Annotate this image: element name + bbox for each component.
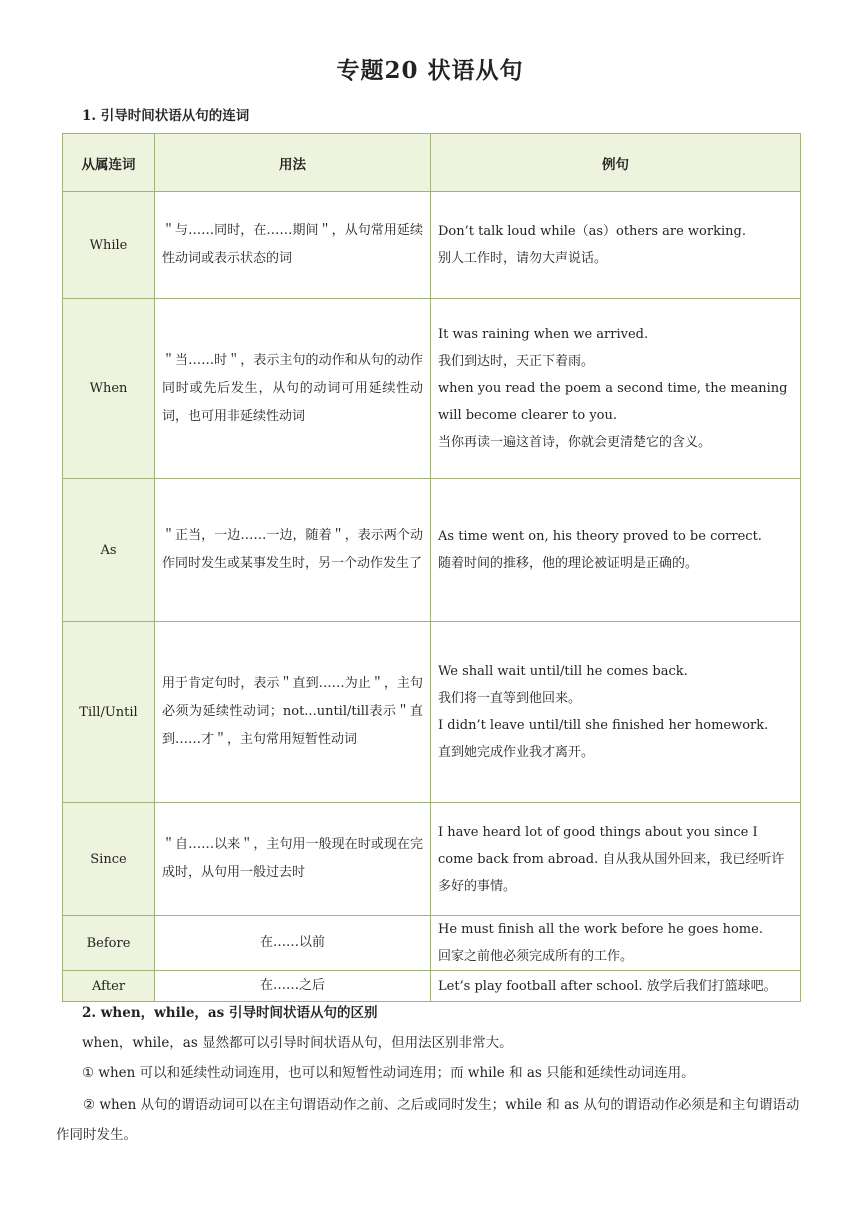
conjunction-cell: As	[63, 479, 155, 622]
usage-cell: 在……以前	[155, 916, 431, 971]
section-2-heading: 2. when，while，as 引导时间状语从句的区别	[82, 1005, 378, 1021]
usage-cell: 在……之后	[155, 971, 431, 1002]
example-line: 回家之前他必须完成所有的工作。	[438, 949, 634, 964]
section-1-heading: 1. 引导时间状语从句的连词	[82, 108, 250, 124]
conjunction-cell: After	[63, 971, 155, 1002]
table-row	[63, 299, 801, 479]
paragraph: when，while，as 显然都可以引导时间状语从句，但用法区别非常大。	[82, 1035, 513, 1051]
paragraph: ① when 可以和延续性动词连用，也可以和短暂性动词连用；而 while 和 as 只能和延续性动词连用。	[82, 1065, 695, 1081]
example-line: 我们将一直等到他回来。	[438, 691, 582, 706]
example-cell	[431, 479, 801, 622]
example-line: when you read the poem a second time, the meaning will become clearer to you.	[438, 381, 788, 423]
example-line: I didn’t leave until/till she finished her homework.	[438, 718, 769, 733]
example-line: 随着时间的推移，他的理论被证明是正确的。	[438, 556, 699, 571]
example-line: 我们到达时，天正下着雨。	[438, 354, 595, 369]
table-row	[63, 622, 801, 803]
usage-cell: 用于肯定句时，表示＂直到……为止＂，主句必须为延续性动词；not...until/till表示＂直到……才＂，主句常用短暂性动词	[155, 622, 431, 803]
header-conjunction: 从属连词	[63, 134, 155, 192]
example-line: As time went on, his theory proved to be correct.	[438, 529, 762, 544]
header-usage: 用法	[155, 134, 431, 192]
conjunction-cell: While	[63, 192, 155, 299]
example-cell	[431, 622, 801, 803]
example-cell	[431, 803, 801, 916]
example-line: We shall wait until/till he comes back.	[438, 664, 688, 679]
example-cell	[431, 299, 801, 479]
table-header-row	[63, 134, 801, 192]
example-line: He must finish all the work before he goes home.	[438, 922, 763, 937]
paragraph: ② when 从句的谓语动词可以在主句谓语动作之前、之后或同时发生；while 和 as 从句的谓语动作必须是和主句谓语动作同时发生。	[56, 1097, 800, 1143]
conjunction-cell: Since	[63, 803, 155, 916]
table-row	[63, 479, 801, 622]
example-cell	[431, 192, 801, 299]
document-title: 专题20 状语从句	[336, 57, 524, 84]
example-line: Let’s play football after school. 放学后我们打篮球吧。	[438, 978, 777, 994]
table-row	[63, 192, 801, 299]
conjunction-table	[62, 133, 801, 1002]
example-line: 直到她完成作业我才离开。	[438, 745, 595, 760]
header-example: 例句	[431, 134, 801, 192]
example-line: 别人工作时，请勿大声说话。	[438, 251, 608, 266]
example-line: 当你再读一遍这首诗，你就会更清楚它的含义。	[438, 435, 712, 450]
table-row	[63, 971, 801, 1002]
table-row	[63, 803, 801, 916]
example-line: It was raining when we arrived.	[438, 327, 649, 342]
usage-cell: ＂正当，一边……一边，随着＂，表示两个动作同时发生或某事发生时，另一个动作发生了	[155, 479, 431, 622]
usage-cell: ＂当……时＂，表示主句的动作和从句的动作同时或先后发生，从句的动词可用延续性动词，也可用非延续性动词	[155, 299, 431, 479]
conjunction-cell: Till/Until	[63, 622, 155, 803]
usage-cell: ＂自……以来＂，主句用一般现在时或现在完成时，从句用一般过去时	[155, 803, 431, 916]
conjunction-cell: When	[63, 299, 155, 479]
example-cell	[431, 971, 801, 1002]
example-cell	[431, 916, 801, 971]
usage-cell: ＂与……同时，在……期间＂，从句常用延续性动词或表示状态的词	[155, 192, 431, 299]
conjunction-cell: Before	[63, 916, 155, 971]
table-row	[63, 916, 801, 971]
example-line: Don’t talk loud while（as）others are working.	[438, 224, 746, 239]
example-line: I have heard lot of good things about you since I come back from abroad. 自从我从国外回来，我已经听许多好的事情。	[438, 824, 785, 894]
